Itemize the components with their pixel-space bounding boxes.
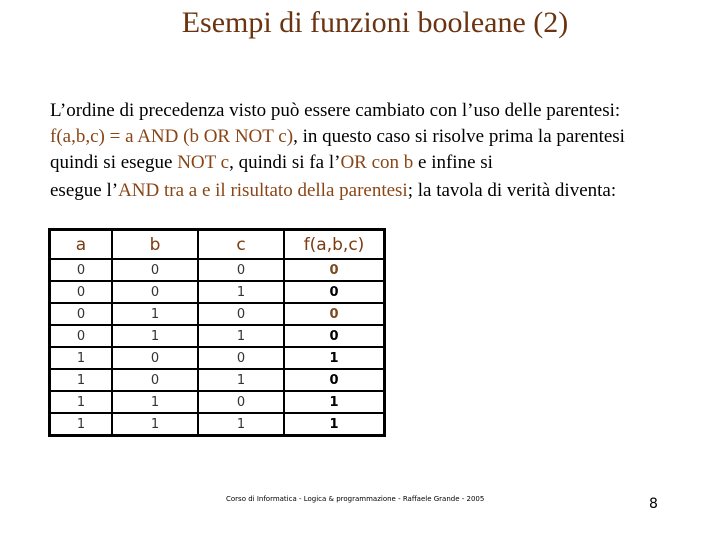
table-row	[50, 281, 385, 303]
text: esegue l’	[50, 180, 119, 201]
highlight-not: NOT c	[177, 152, 230, 173]
table-cell: 0	[284, 303, 385, 325]
text: e infine si	[413, 152, 493, 173]
table-cell: 1	[112, 413, 198, 436]
truth-table	[48, 228, 386, 437]
table-cell: 1	[50, 391, 113, 413]
table-cell: 1	[198, 325, 284, 347]
slide-title: Esempi di funzioni booleane (2)	[181, 6, 569, 39]
table-cell: 1	[112, 391, 198, 413]
table-cell: 0	[284, 325, 385, 347]
table-cell: 1	[50, 413, 113, 436]
table-header-row	[50, 230, 385, 260]
text: ; la tavola di verità diventa:	[407, 180, 617, 201]
highlight-and: AND tra a e il risultato della parentesi	[118, 180, 408, 201]
table-cell: 0	[284, 281, 385, 303]
table-row	[50, 303, 385, 325]
text: , in questo caso si risolve prima la parentesi quindi si esegue	[50, 126, 625, 173]
text: , quindi si fa l’	[229, 152, 341, 173]
table-cell: 1	[198, 281, 284, 303]
table-cell: 0	[112, 281, 198, 303]
formula: f(a,b,c) = a AND (b OR NOT c)	[50, 126, 294, 147]
table-cell: 1	[284, 391, 385, 413]
table-cell: 0	[50, 281, 113, 303]
table-cell: 0	[112, 369, 198, 391]
table-cell: 1	[284, 347, 385, 369]
header-a: a	[50, 230, 113, 260]
table-cell: 0	[112, 259, 198, 281]
text: L’ordine di precedenza visto può essere cambiato con l’uso delle parentesi:	[50, 100, 621, 121]
body-paragraph	[50, 98, 670, 204]
table-cell: 0	[112, 347, 198, 369]
table-cell: 0	[50, 303, 113, 325]
table-cell: 0	[50, 325, 113, 347]
header-b: b	[112, 230, 198, 260]
table-row	[50, 413, 385, 436]
table-cell: 0	[198, 303, 284, 325]
table-cell: 1	[50, 369, 113, 391]
table-cell: 0	[50, 259, 113, 281]
table-cell: 1	[112, 303, 198, 325]
table-cell: 0	[284, 259, 385, 281]
footer: Corso di Informatica - Logica & programmazione - Raffaele Grande - 2005	[226, 495, 485, 503]
table-cell: 0	[198, 347, 284, 369]
page-number: 8	[649, 496, 658, 512]
table-cell: 1	[50, 347, 113, 369]
header-f: f(a,b,c)	[284, 230, 385, 260]
table-row	[50, 325, 385, 347]
highlight-or: OR con b	[340, 152, 414, 173]
table-cell: 0	[198, 391, 284, 413]
table-cell: 1	[112, 325, 198, 347]
table-cell: 1	[198, 413, 284, 436]
header-c: c	[198, 230, 284, 260]
table-cell: 0	[198, 259, 284, 281]
table-row	[50, 347, 385, 369]
table-cell: 1	[198, 369, 284, 391]
table-row	[50, 369, 385, 391]
table-row	[50, 259, 385, 281]
table-cell: 0	[284, 369, 385, 391]
table-cell: 1	[284, 413, 385, 436]
table-row	[50, 391, 385, 413]
